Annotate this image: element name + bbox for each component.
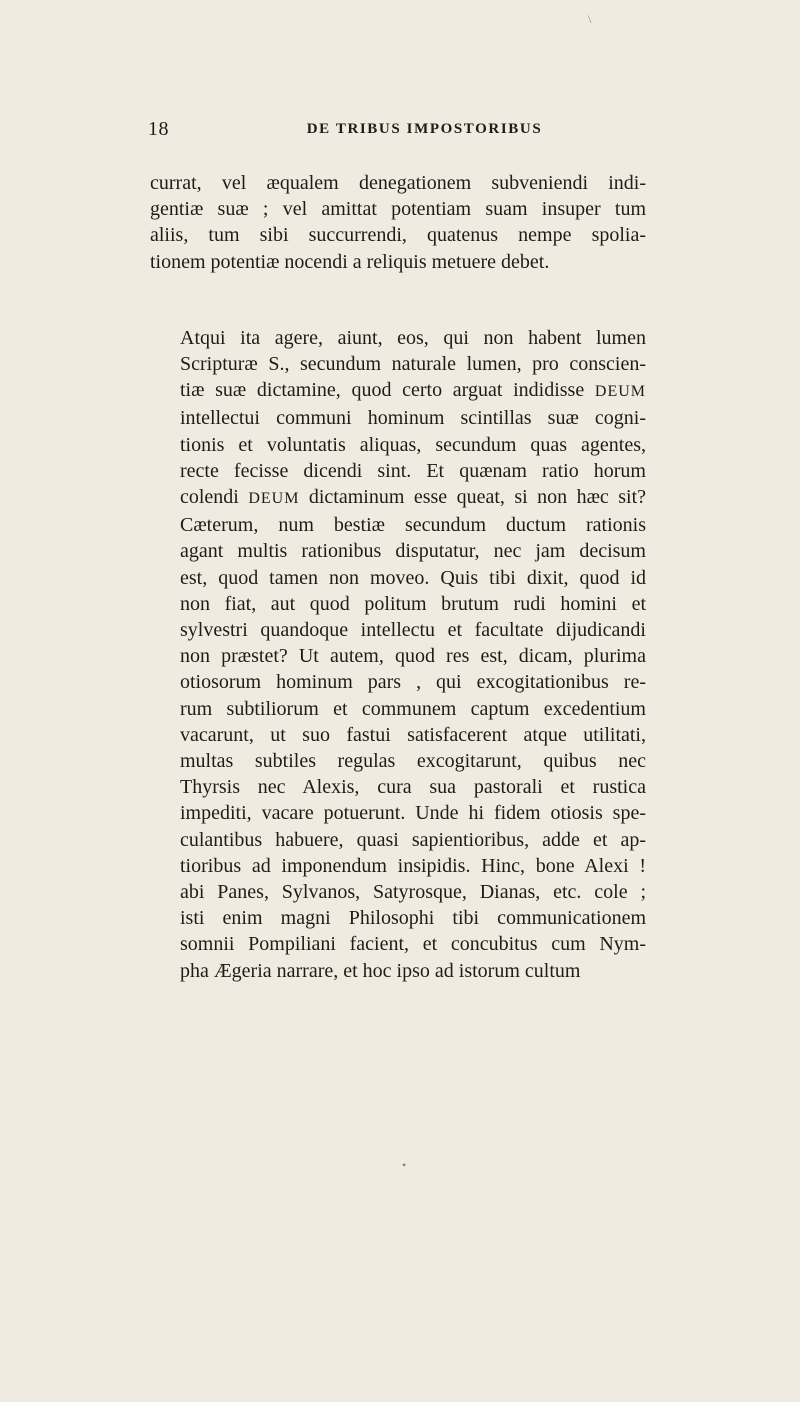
page-number: 18 [148, 118, 169, 140]
margin-mark-bottom: • [402, 1158, 407, 1172]
text-line: tioribus ad imponendum insipidis. Hinc, bone Alexi ! [180, 854, 646, 877]
paragraph-2 [150, 325, 646, 984]
text-line: colendi DEUM dictaminum esse queat, si non hæc sit? [180, 486, 646, 509]
text-line: currat, vel æqualem denegationem subveniendi indi- [150, 172, 646, 194]
page-header [148, 118, 646, 148]
text-line: Atqui ita agere, aiunt, eos, qui non habent lumen [180, 326, 646, 349]
text-line: agant multis rationibus disputatur, nec jam decisum [180, 540, 646, 563]
text-line: pha Ægeria narrare, et hoc ipso ad istorum cultum [180, 959, 581, 982]
text-line: sylvestri quandoque intellectu et facultate dijudicandi [180, 619, 646, 642]
text-line: recte fecisse dicendi sint. Et quænam ratio horum [180, 459, 646, 482]
text-line: otiosorum hominum pars , qui excogitationibus re- [180, 671, 646, 694]
text-line: somnii Pompiliani facient, et concubitus cum Nym- [180, 933, 646, 956]
text-line: isti enim magni Philosophi tibi communicationem [180, 907, 646, 930]
running-head: DE TRIBUS IMPOSTORIBUS [306, 121, 543, 137]
text-line: tionis et voluntatis aliquas, secundum quas agentes, [180, 433, 646, 456]
text-line: tionem potentiæ nocendi a reliquis metuere debet. [150, 250, 550, 273]
text-line: vacarunt, ut suo fastui satisfacerent atque utilitati, [180, 723, 646, 746]
text-line: tiæ suæ dictamine, quod certo arguat indidisse DEUM [180, 379, 646, 402]
text-line: rum subtiliorum et communem captum excedentium [180, 697, 646, 720]
text-line: impediti, vacare potuerunt. Unde hi fidem otiosis spe- [180, 802, 646, 825]
text-line: intellectui communi hominum scintillas suæ cogni- [180, 407, 646, 430]
text-line: non fiat, aut quod politum brutum rudi homini et [180, 592, 646, 615]
body-text [150, 170, 646, 984]
text-line: est, quod tamen non moveo. Quis tibi dixit, quod id [180, 566, 646, 589]
small-caps-word: DEUM [594, 383, 646, 401]
margin-mark-top: \ [588, 12, 592, 26]
text-line: abi Panes, Sylvanos, Satyrosque, Dianas, etc. cole ; [180, 881, 646, 904]
paragraph-1 [150, 170, 646, 275]
text-line: culantibus habuere, quasi sapientioribus, adde et ap- [180, 828, 646, 851]
text-line: Thyrsis nec Alexis, cura sua pastorali et rustica [180, 776, 646, 799]
text-line: aliis, tum sibi succurrendi, quatenus nempe spolia- [150, 224, 646, 247]
text-line: Cæterum, num bestiæ secundum ductum rationis [180, 514, 646, 537]
text-line: non præstet? Ut autem, quod res est, dicam, plurima [180, 645, 646, 668]
small-caps-word: DEUM [248, 490, 300, 508]
text-line: multas subtiles regulas excogitarunt, quibus nec [180, 750, 646, 773]
text-line: Scripturæ S., secundum naturale lumen, pro conscien- [180, 353, 646, 376]
text-line: gentiæ suæ ; vel amittat potentiam suam insuper tum [150, 198, 646, 221]
